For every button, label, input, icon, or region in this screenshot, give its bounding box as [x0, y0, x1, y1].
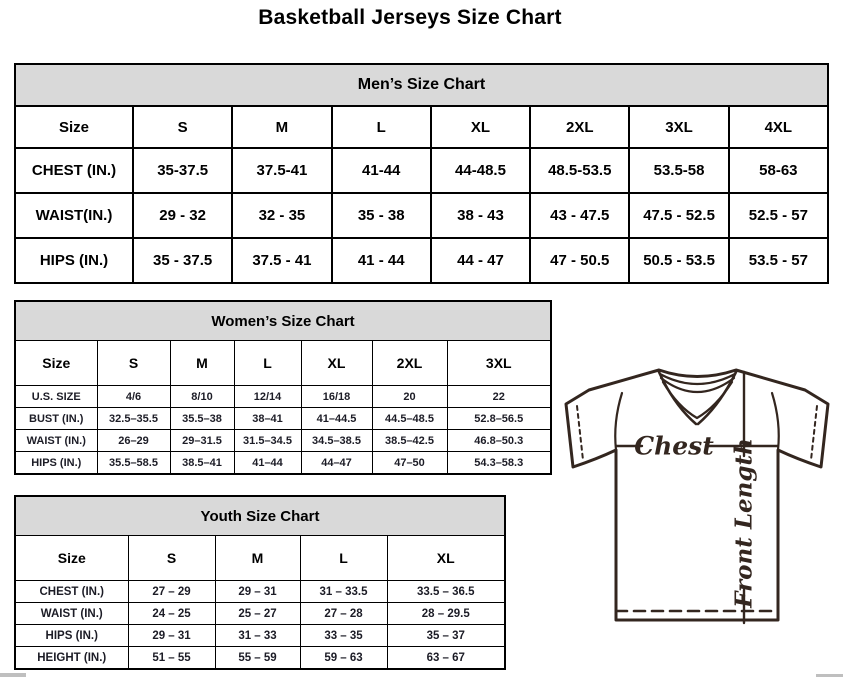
row-label: HIPS (IN.): [15, 625, 128, 647]
mens-size-label: Size: [15, 106, 133, 148]
table-cell: 37.5-41: [232, 148, 331, 193]
table-cell: 41–44: [234, 452, 301, 475]
row-label: WAIST (IN.): [15, 603, 128, 625]
table-cell: 38–41: [234, 408, 301, 430]
table-cell: 41–44.5: [301, 408, 372, 430]
column-header: M: [232, 106, 331, 148]
mens-size-table: [14, 63, 829, 284]
table-cell: 53.5-58: [629, 148, 728, 193]
table-cell: 24 – 25: [128, 603, 215, 625]
column-header: 4XL: [729, 106, 828, 148]
row-label: U.S. SIZE: [15, 386, 97, 408]
youth-table-title: Youth Size Chart: [15, 496, 505, 536]
column-header: 3XL: [447, 341, 551, 386]
table-cell: 44–47: [301, 452, 372, 475]
column-header: XL: [431, 106, 530, 148]
table-cell: 53.5 - 57: [729, 238, 828, 283]
table-cell: 32.5–35.5: [97, 408, 170, 430]
table-cell: 35.5–58.5: [97, 452, 170, 475]
table-cell: 50.5 - 53.5: [629, 238, 728, 283]
table-cell: 46.8–50.3: [447, 430, 551, 452]
front-length-label: Front Length: [730, 438, 758, 608]
row-label: HIPS (IN.): [15, 452, 97, 475]
table-row: [15, 193, 828, 238]
table-cell: 29 - 32: [133, 193, 232, 238]
womens-table-title: Women’s Size Chart: [15, 301, 551, 341]
table-cell: 52.8–56.5: [447, 408, 551, 430]
table-cell: 8/10: [170, 386, 234, 408]
table-row: [15, 148, 828, 193]
youth-size-table: [14, 495, 506, 670]
table-cell: 29–31.5: [170, 430, 234, 452]
table-cell: 47–50: [372, 452, 447, 475]
table-row: [15, 581, 505, 603]
table-row: [15, 603, 505, 625]
column-header: 2XL: [372, 341, 447, 386]
table-row: [15, 238, 828, 283]
column-header: L: [234, 341, 301, 386]
table-row: [15, 430, 551, 452]
table-row: [15, 386, 551, 408]
table-cell: 12/14: [234, 386, 301, 408]
column-header: L: [300, 536, 387, 581]
table-cell: 28 – 29.5: [387, 603, 505, 625]
row-label: HEIGHT (IN.): [15, 647, 128, 670]
column-header: XL: [301, 341, 372, 386]
column-header: S: [128, 536, 215, 581]
column-header: M: [170, 341, 234, 386]
table-cell: 25 – 27: [215, 603, 300, 625]
table-cell: 35 - 37.5: [133, 238, 232, 283]
table-cell: 54.3–58.3: [447, 452, 551, 475]
table-row: [15, 408, 551, 430]
table-cell: 31 – 33: [215, 625, 300, 647]
bottom-right-scrollbar-fragment: [816, 674, 843, 677]
table-cell: 29 – 31: [215, 581, 300, 603]
row-label: HIPS (IN.): [15, 238, 133, 283]
column-header: XL: [387, 536, 505, 581]
womens-size-label: Size: [15, 341, 97, 386]
table-cell: 47 - 50.5: [530, 238, 629, 283]
jersey-cuff-dashed-right: [811, 406, 817, 460]
jersey-armhole-seam-right: [772, 393, 779, 450]
table-cell: 20: [372, 386, 447, 408]
bottom-left-scrollbar-fragment: [0, 673, 26, 677]
table-cell: 38 - 43: [431, 193, 530, 238]
column-header: L: [332, 106, 431, 148]
table-cell: 48.5-53.5: [530, 148, 629, 193]
table-cell: 51 – 55: [128, 647, 215, 670]
table-cell: 4/6: [97, 386, 170, 408]
table-cell: 41-44: [332, 148, 431, 193]
column-header: 3XL: [629, 106, 728, 148]
mens-table-title: Men’s Size Chart: [15, 64, 828, 106]
youth-size-label: Size: [15, 536, 128, 581]
table-cell: 33.5 – 36.5: [387, 581, 505, 603]
table-cell: 27 – 29: [128, 581, 215, 603]
table-row: [15, 452, 551, 475]
table-cell: 26–29: [97, 430, 170, 452]
jersey-cuff-dashed-left: [577, 406, 583, 460]
table-cell: 33 – 35: [300, 625, 387, 647]
jersey-measurement-diagram: [556, 360, 842, 662]
column-header: S: [97, 341, 170, 386]
table-cell: 22: [447, 386, 551, 408]
table-cell: 63 – 67: [387, 647, 505, 670]
jersey-outline: [566, 370, 828, 620]
table-cell: 55 – 59: [215, 647, 300, 670]
row-label: WAIST (IN.): [15, 430, 97, 452]
table-cell: 47.5 - 52.5: [629, 193, 728, 238]
row-label: CHEST (IN.): [15, 581, 128, 603]
table-cell: 52.5 - 57: [729, 193, 828, 238]
table-cell: 44 - 47: [431, 238, 530, 283]
table-cell: 16/18: [301, 386, 372, 408]
page-title: Basketball Jerseys Size Chart: [258, 6, 562, 29]
table-cell: 35 – 37: [387, 625, 505, 647]
table-cell: 35.5–38: [170, 408, 234, 430]
row-label: BUST (IN.): [15, 408, 97, 430]
column-header: M: [215, 536, 300, 581]
table-cell: 31 – 33.5: [300, 581, 387, 603]
row-label: WAIST(IN.): [15, 193, 133, 238]
table-cell: 38.5–42.5: [372, 430, 447, 452]
table-cell: 29 – 31: [128, 625, 215, 647]
table-cell: 37.5 - 41: [232, 238, 331, 283]
row-label: CHEST (IN.): [15, 148, 133, 193]
table-cell: 32 - 35: [232, 193, 331, 238]
column-header: S: [133, 106, 232, 148]
womens-size-table: [14, 300, 552, 475]
table-cell: 41 - 44: [332, 238, 431, 283]
table-cell: 34.5–38.5: [301, 430, 372, 452]
table-row: [15, 647, 505, 670]
table-row: [15, 625, 505, 647]
jersey-armhole-seam-left: [615, 393, 622, 450]
table-cell: 38.5–41: [170, 452, 234, 475]
table-cell: 44.5–48.5: [372, 408, 447, 430]
table-cell: 31.5–34.5: [234, 430, 301, 452]
table-cell: 35 - 38: [332, 193, 431, 238]
column-header: 2XL: [530, 106, 629, 148]
table-cell: 58-63: [729, 148, 828, 193]
table-cell: 27 – 28: [300, 603, 387, 625]
chest-label: Chest: [634, 431, 714, 461]
table-cell: 43 - 47.5: [530, 193, 629, 238]
table-cell: 59 – 63: [300, 647, 387, 670]
table-cell: 35-37.5: [133, 148, 232, 193]
table-cell: 44-48.5: [431, 148, 530, 193]
